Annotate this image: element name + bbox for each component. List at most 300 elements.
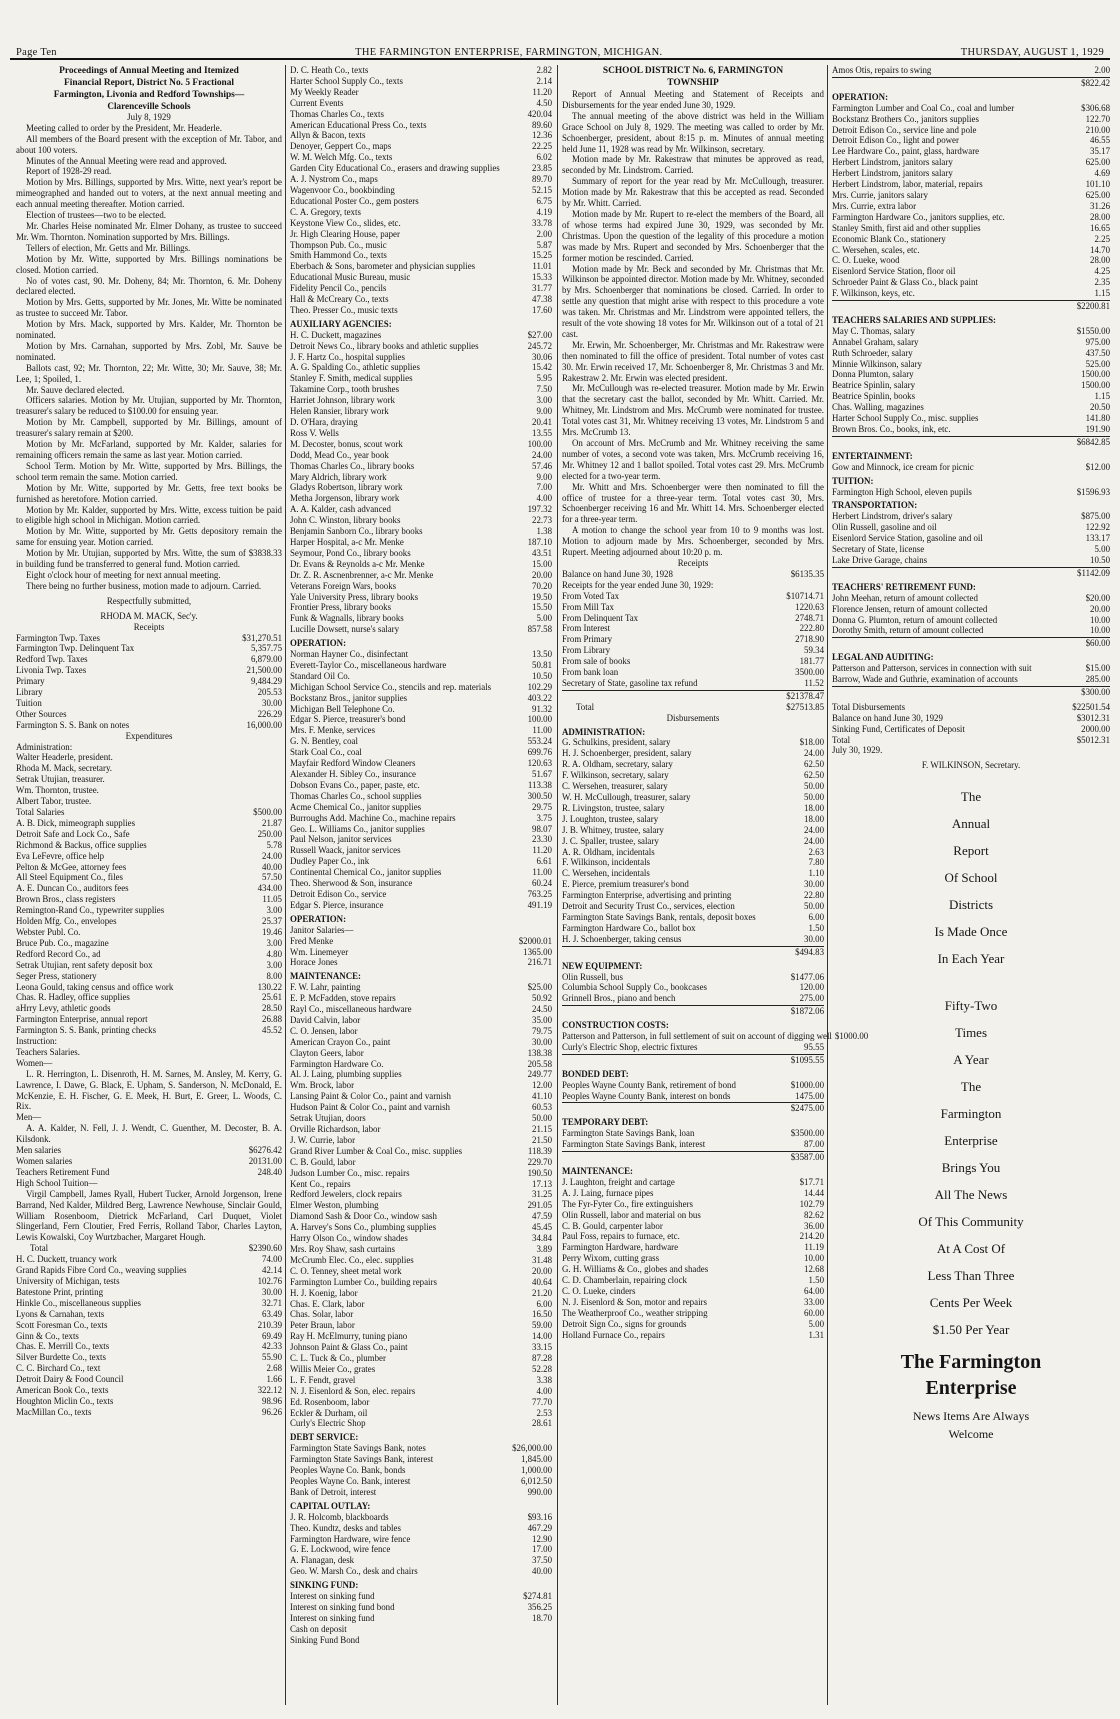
ledger-row: [832, 380, 1110, 391]
ledger-item: Redford Jewelers, clock repairs: [290, 1189, 402, 1200]
ledger-item: Chas. E. Clark, labor: [290, 1298, 365, 1309]
ledger-item: Gow and Minnock, ice cream for picnic: [832, 461, 974, 472]
column-rule: [557, 65, 558, 1705]
ad-line: Districts: [948, 897, 994, 913]
ledger-item: American Educational Press Co., texts: [290, 119, 427, 130]
section-heading: Receipts: [677, 557, 709, 568]
ledger-amount: 52.28: [532, 1363, 552, 1374]
ledger-item: Lyons & Carnahan, texts: [16, 1308, 105, 1319]
ledger-amount: 30.00: [262, 1286, 282, 1297]
ledger-row: [290, 834, 552, 845]
ledger-row: [16, 1352, 282, 1363]
ledger-amount: 100.00: [527, 438, 552, 449]
ledger-row: [290, 1048, 552, 1059]
ledger-item: F. Wilkinson, incidentals: [562, 857, 651, 868]
ledger-row: [562, 993, 824, 1004]
ledger-item: Lake Drive Garage, chains: [832, 554, 928, 565]
ledger-item: Mrs. Roy Shaw, sash curtains: [290, 1243, 395, 1254]
ledger-amount: 403.22: [527, 692, 552, 703]
ledger-item: Seger Press, stationery: [16, 970, 97, 981]
ledger-item: Interest on sinking fund: [290, 1612, 375, 1623]
ledger-item: Brown Bros., class registers: [16, 894, 116, 905]
ledger-item: Herbert Lindstrom, janitors salary: [832, 157, 953, 168]
ledger-item: Amos Otis, repairs to swing: [832, 65, 932, 75]
ledger-item: N. J. Eisenlord & Son, elec. repairs: [290, 1385, 416, 1396]
ledger-amount: 22.80: [804, 890, 824, 901]
ledger-amount: 102.29: [527, 681, 552, 692]
ledger-row: [16, 1265, 282, 1276]
ledger-item: From Primary: [562, 634, 613, 645]
ledger-amount: 12.68: [804, 1264, 824, 1275]
article-subtitle: Clarenceville Schools: [107, 101, 191, 111]
ledger-amount: 2.25: [1094, 233, 1110, 244]
ledger-row: [290, 548, 552, 559]
ledger-amount: 3.00: [536, 395, 552, 406]
ledger-item: Farmington Enterprise, annual report: [16, 1014, 148, 1025]
ledger-amount: 15.42: [532, 362, 552, 373]
ledger-row: [290, 725, 552, 736]
subscription-ad: [832, 783, 1110, 1343]
ledger-item: Harter School Supply Co., misc. supplies: [832, 413, 979, 424]
ledger-row: [290, 504, 552, 515]
ledger-amount: 24.00: [532, 449, 552, 460]
ledger-row: [290, 1135, 552, 1146]
minutes-paragraph: Motion by Mrs. Mack, supported by Mrs. Kalder, Mr. Thornton be nominated.: [16, 319, 282, 341]
section-label: TRANSPORTATION:: [832, 500, 918, 511]
ledger-item: Balance on hand June 30, 1929: [832, 712, 943, 723]
ledger-amount: 4.19: [536, 206, 552, 217]
minutes-paragraph: Motion by Mrs. Carnahan, supported by Mrs. Zobl, Mr. Sauve be nominated.: [16, 340, 282, 362]
ledger-row: [16, 916, 282, 927]
ledger-row: [562, 1297, 824, 1308]
ledger-amount: 133.17: [1085, 533, 1110, 544]
ledger-amount: 222.80: [799, 623, 824, 634]
ledger-amount: 11.19: [804, 1242, 824, 1253]
ledger-row: [562, 972, 824, 983]
section-label: TEACHERS' RETIREMENT FUND:: [832, 581, 976, 592]
ledger-amount: 1.31: [808, 1329, 824, 1340]
ledger-item: Judson Lumber Co., misc. repairs: [290, 1167, 410, 1178]
ledger-amount: 28.61: [532, 1418, 552, 1429]
minutes-text: [16, 123, 282, 592]
ledger-item: C. B. Gould, carpenter labor: [562, 1220, 663, 1231]
ledger-row: [562, 1264, 824, 1275]
ledger-amount: 28.00: [1090, 211, 1110, 222]
ledger-amount: 40.64: [532, 1276, 552, 1287]
subtotal: $822.42: [832, 77, 1110, 89]
ledger-item: Mary Aldrich, library work: [290, 471, 387, 482]
minutes-paragraph: Motion by Mr. Utujian, supported by Mrs. Witte, the sum of $3838.33 in building fund be transferred to general fund. Motion carried.: [16, 548, 282, 570]
ledger-amount: [549, 1624, 552, 1635]
ledger-item: J. C. Spaller, trustee, salary: [562, 835, 659, 846]
ledger-amount: 59.34: [804, 645, 824, 656]
janitor-salaries: [290, 936, 552, 969]
ledger-row: [16, 654, 282, 665]
ledger-row: [290, 649, 552, 660]
ledger-amount: 10.50: [532, 670, 552, 681]
ledger-amount: $306.68: [1081, 102, 1110, 113]
column-district-6-cont: [832, 65, 1110, 1705]
ledger-item: Theo. Kundtz, desks and tables: [290, 1522, 401, 1533]
ledger-row: [290, 856, 552, 867]
ledger-row: [562, 1308, 824, 1319]
ledger-amount: 82.62: [804, 1209, 824, 1220]
minutes-paragraph: Motion by Mrs. Getts, supported by Mr. Jones, Mr. Witte be nominated as trustee to succeed Mr. Tabor.: [16, 297, 282, 319]
ledger-item: Ed. Rosenboom, labor: [290, 1396, 370, 1407]
ledger-amount: 21.87: [262, 817, 282, 828]
ledger-item: Interest on sinking fund: [290, 1591, 375, 1602]
ledger-row: [832, 511, 1110, 522]
ledger-item: Men salaries: [16, 1145, 62, 1156]
ledger-row: [832, 135, 1110, 146]
ad-line: A Year: [953, 1052, 989, 1068]
ledger-row: [562, 770, 824, 781]
ledger-item: Wm. Brock, labor: [290, 1080, 355, 1091]
ledger-amount: 5,357.75: [250, 643, 282, 654]
ledger-item: Peoples Wayne County Bank, interest on bonds: [562, 1090, 731, 1101]
ledger-item: Diamond Sash & Door Co., window sash: [290, 1211, 437, 1222]
ledger-item: C. O. Jensen, labor: [290, 1025, 358, 1036]
ledger-item: University of Michigan, tests: [16, 1275, 120, 1286]
ledger-item: Thomas Charles Co., texts: [290, 108, 384, 119]
ledger-amount: 6,012.50: [520, 1476, 552, 1486]
minutes-paragraph: There being no further business, motion made to adjourn. Carried.: [26, 580, 262, 591]
ledger-row: [290, 714, 552, 725]
ledger-row: [16, 818, 282, 829]
ledger-item: Educational Music Bureau, music: [290, 272, 411, 283]
ledger-item: Grand Rapids Fibre Cord Co., weaving supplies: [16, 1265, 187, 1276]
minutes-paragraph: Summary of report for the year read by Mr. McCullough, treasurer. Motion made by Mr. Rakestraw that this be accepted as read. Seconded by Mr. Whitt. Carried.: [562, 176, 824, 209]
ledger-row: [290, 272, 552, 283]
ledger-amount: 33.15: [532, 1342, 552, 1353]
ledger-row: [562, 934, 824, 945]
ad-motto: News Items Are Always: [912, 1409, 1030, 1424]
ledger-amount: 52.15: [532, 184, 552, 195]
ledger-amount: 20.00: [1090, 603, 1110, 614]
ledger-amount: [821, 580, 824, 591]
ledger-amount: 17.13: [532, 1178, 552, 1189]
ledger-amount: 210.39: [257, 1319, 282, 1330]
ledger-row: [562, 1275, 824, 1286]
ledger-row: [290, 993, 552, 1004]
subtotal: $300.00: [832, 686, 1110, 698]
secretary-signature: RHODA M. MACK, Sec'y.: [100, 610, 198, 621]
ledger-amount: 1500.00: [1081, 380, 1110, 391]
ledger-amount: 13.55: [532, 427, 552, 438]
ledger-item: Eisenlord Service Station, gasoline and oil: [832, 533, 983, 544]
ledger-amount: 16.50: [532, 1309, 552, 1320]
ledger-row: [290, 1211, 552, 1222]
ledger-amount: 60.00: [804, 1307, 824, 1318]
ledger-row: [290, 152, 552, 163]
ledger-item: Helen Ransier, library work: [290, 406, 389, 417]
ledger-amount: 20131.00: [248, 1156, 282, 1166]
ledger-row: [16, 829, 282, 840]
section-label: TEACHERS SALARIES AND SUPPLIES:: [832, 314, 996, 325]
ledger-amount: 2.63: [808, 846, 824, 857]
ledger-row: [290, 682, 552, 693]
ledger-item: Farmington S. S. Bank on notes: [16, 719, 130, 730]
ledger-amount: 50.92: [532, 993, 552, 1004]
ledger-item: Herbert Lindstrom, labor, material, repairs: [832, 179, 983, 190]
section-heading: Receipts: [133, 621, 165, 632]
ledger-item: Lucille Dowsett, nurse's salary: [290, 624, 400, 635]
ledger-item: Orville Richardson, labor: [290, 1124, 381, 1134]
ledger-item: Ginn & Co., texts: [16, 1330, 79, 1341]
ledger-row: [290, 229, 552, 240]
ledger-row: [290, 130, 552, 141]
ledger-amount: 23.85: [532, 163, 552, 174]
ledger-amount: 9.00: [536, 471, 552, 482]
ledger-item: C. O. Lueke, cinders: [562, 1285, 636, 1296]
ledger-amount: $274.81: [523, 1591, 552, 1602]
ledger-amount: 12.90: [532, 1533, 552, 1544]
minutes-paragraph: Mr. Whitt and Mrs. Schoenberger were then nominated to fill the office of trustee for a three-year term. Total votes cast 30, Mrs. Schoenberger receiving 16 and Mr. Whitt 14. Mrs. Schoenberger elected for a three-year term.: [562, 481, 824, 525]
ledger-item: H. J. Schoenberger, president, salary: [562, 748, 692, 759]
subtotal: $60.00: [832, 637, 1110, 649]
ledger-amount: 120.63: [527, 758, 552, 769]
ledger-item: Continental Chemical Co., janitor supplies: [290, 867, 442, 878]
ledger-item: A. Flanagan, desk: [290, 1555, 355, 1566]
ledger-row: [562, 868, 824, 879]
ledger-amount: $500.00: [253, 807, 282, 817]
ledger-amount: 6.75: [536, 195, 552, 206]
ledger-item: Michigan Bell Telephone Co.: [290, 703, 395, 714]
ledger-item: Detroit Edison Co., service: [290, 888, 387, 899]
ledger-row: [290, 526, 552, 537]
ledger-row: [290, 570, 552, 581]
ledger-row: [290, 515, 552, 526]
ledger-item: J. B. Whitney, trustee, salary: [562, 824, 664, 835]
ledger-amount: 625.00: [1085, 189, 1110, 200]
ledger-amount: 625.00: [1085, 157, 1110, 168]
ledger-item: Redford Twp. Taxes: [16, 654, 88, 665]
ledger-item: Barrow, Wade and Guthrie, examination of accounts: [832, 674, 1018, 685]
ledger-amount: 31.48: [532, 1254, 552, 1265]
ledger-row: [16, 982, 282, 993]
ledger-row: [290, 141, 552, 152]
ledger-amount: 41.10: [532, 1091, 552, 1102]
ledger-item: Primary: [16, 676, 45, 687]
ledger-item: J. W. Currie, labor: [290, 1134, 356, 1145]
ledger-amount: 25.37: [262, 916, 282, 927]
ledger-row: [16, 862, 282, 873]
ledger-row: [290, 417, 552, 428]
ledger-row: [290, 1602, 552, 1613]
ledger-amount: 1.15: [1094, 391, 1110, 402]
ledger-row: [832, 615, 1110, 626]
ledger-amount: 87.28: [532, 1353, 552, 1364]
ledger-item: D. O'Hara, draying: [290, 417, 358, 427]
ledger-row: [16, 1331, 282, 1342]
minutes-paragraph: No of votes cast, 90. Mr. Doheny, 84; Mr. Thornton, 6. Mr. Doheny declared elected.: [16, 275, 282, 297]
ledger-row: [290, 1015, 552, 1026]
ledger-row: [16, 665, 282, 676]
ledger-item: Smith Hammond Co., texts: [290, 250, 387, 261]
ledger-amount: 24.00: [804, 835, 824, 846]
minutes-paragraph: Ballots cast, 92; Mr. Thornton, 22; Mr. Witte, 30; Mr. Sauve, 38; Mr. Lee, 1; Spoiled, 1.: [16, 362, 282, 384]
section-heading: Expenditures: [125, 730, 173, 741]
ledger-item: A. G. Spalding Co., athletic supplies: [290, 362, 420, 373]
ledger-row: [832, 402, 1110, 413]
ledger-amount: 57.50: [262, 872, 282, 883]
ledger-row: [16, 883, 282, 894]
ledger-amount: 64.00: [804, 1285, 824, 1296]
ledger-amount: 13.50: [532, 649, 552, 660]
ledger-row: [832, 555, 1110, 566]
ledger-row: [290, 1624, 552, 1635]
ledger-row: [16, 1374, 282, 1385]
ad-line: Cents Per Week: [929, 1295, 1013, 1311]
ledger-item: Chas. Solar, labor: [290, 1309, 354, 1320]
ledger-amount: 45.52: [262, 1025, 282, 1036]
ledger-row: [832, 255, 1110, 266]
ledger-item: C. A. Gregory, texts: [290, 206, 361, 217]
bonded-debt: [562, 1080, 824, 1102]
ledger-item: May C. Thomas, salary: [832, 325, 915, 336]
legal-expenses: [832, 663, 1110, 685]
ledger-item: Paul Nelson, janitor services: [290, 834, 392, 845]
ledger-row: [290, 76, 552, 87]
ledger-amount: 4.69: [1094, 168, 1110, 179]
ledger-amount: 1.38: [536, 526, 552, 537]
ledger-amount: 20.50: [1090, 402, 1110, 413]
ledger-item: Seymour, Pond Co., library books: [290, 547, 411, 558]
section-heading: Disbursements: [666, 712, 720, 723]
admin-expenses: [16, 807, 282, 1036]
ledger-item: Kent Co., repairs: [290, 1178, 351, 1189]
ledger-item: W. M. Welch Mfg. Co., texts: [290, 152, 393, 163]
ledger-row: [290, 1342, 552, 1353]
ledger-amount: 24.50: [532, 1004, 552, 1015]
ledger-row: [562, 1177, 824, 1188]
ledger-item: Garden City Educational Co., erasers and drawing supplies: [290, 163, 500, 174]
ledger-amount: 1.50: [808, 1275, 824, 1286]
ledger-row: [290, 1146, 552, 1157]
ledger-amount: 20.00: [532, 1265, 552, 1276]
misc-expenses: [832, 65, 1110, 76]
ledger-row: [832, 179, 1110, 190]
ledger-amount: $6135.35: [790, 568, 824, 579]
ledger-item: Patterson and Patterson, services in connection with suit: [832, 663, 1032, 674]
ledger-row: [290, 1179, 552, 1190]
ledger-row: [290, 1244, 552, 1255]
ledger-amount: 1.10: [808, 868, 824, 879]
ledger-amount: $31,270.51: [242, 632, 282, 643]
hs-tuition-students: Virgil Campbell, James Ryall, Hubert Tucker, Arnold Jorgenson, Irene Barrand, Ned Kalder, Mildred Berg, Lawrence Newhouse, Sinclair Gould, William Rosenboom, Dietrick McFarland, Carl Duquet, Violet Slingerland, Fern Cloutier, Fred Ferris, Rolland Tabor, Charles Layton, Lewis Kowalski, Coy Wurtzbacher, Margaret Hough.: [16, 1188, 282, 1243]
minutes-paragraph: Election of trustees—two to be elected.: [26, 210, 166, 221]
ledger-row: [290, 736, 552, 747]
minutes-paragraph: Eight o'clock hour of meeting for next annual meeting.: [26, 569, 221, 580]
ledger-row: [290, 87, 552, 98]
section-label: TEMPORARY DEBT:: [562, 1117, 649, 1128]
ledger-row: [562, 814, 824, 825]
ledger-item: Setrak Utujian, rent safety deposit box: [16, 959, 153, 970]
newspaper-page: [10, 5, 1110, 1709]
section-label: LEGAL AND AUDITING:: [832, 652, 934, 663]
ledger-item: Detroit Sign Co., signs for grounds: [562, 1318, 687, 1329]
section-label: DEBT SERVICE:: [290, 1432, 359, 1443]
ledger-amount: 21.15: [532, 1124, 552, 1134]
ledger-item: Florence Jensen, return of amount collected: [832, 603, 988, 614]
ledger-item: Harper Hospital, a-c Mr. Menke: [290, 536, 404, 547]
ledger-row: [290, 769, 552, 780]
ledger-amount: 51.67: [532, 769, 552, 779]
ad-line: Annual: [951, 816, 991, 832]
minutes-paragraph: The annual meeting of the above district was held in the William Grace School on July 8, 1929. The meeting was called to order by Mr. Schoenberger, president, about 8:15 p. m. Minutes of annual meeting held June 11, 1928 was read by Mr. Wilkinson, secretary.: [562, 110, 824, 154]
ledger-item: Peoples Wayne Co. Bank, bonds: [290, 1465, 406, 1476]
ledger-row: [832, 604, 1110, 615]
ledger-item: Total: [832, 734, 851, 745]
ledger-amount: 1365.00: [523, 946, 552, 957]
minutes-paragraph: Mr. Sauve declared elected.: [26, 384, 125, 395]
ledger-item: Yale University Press, library books: [290, 591, 419, 602]
ledger-amount: 18.00: [804, 813, 824, 824]
minutes-paragraph: Motion made by Mr. Beck and seconded by Mr. Christmas that Mr. Wilkinson be appointed director. Motion made by Mr. Whitney, seconded by Mrs. Schoenberger that nominations be closed. Carried. In order to settle any question that might arise with respect to this procedure a vote was taken. Mr. Christmas and Mr. Lindstrom were appointed tellers, the result of the vote showing 18 votes for Mr. Wilkinson out of a total of 21 cast.: [562, 263, 824, 339]
ledger-item: F. W. Lahr, painting: [290, 982, 361, 993]
ledger-amount: $3500.00: [790, 1128, 824, 1139]
ledger-row: [832, 190, 1110, 201]
article-title: Farmington, Livonia and Redford Townships—: [53, 90, 245, 100]
ledger-item: Curly's Electric Shop, electric fixtures: [562, 1041, 698, 1052]
ad-paper-name: The Farmington: [900, 1351, 1042, 1374]
ledger-amount: 120.00: [799, 982, 824, 993]
ledger-amount: 21,500.00: [246, 665, 282, 676]
ledger-amount: 28.50: [262, 1003, 282, 1014]
ledger-row: [290, 1555, 552, 1566]
ledger-row: [290, 1320, 552, 1331]
ledger-amount: 763.25: [527, 888, 552, 899]
ledger-item: A. J. Nystrom Co., maps: [290, 174, 378, 185]
ledger-row: [290, 1124, 552, 1135]
subtotal: $21378.47: [562, 690, 824, 702]
ledger-row: [562, 1199, 824, 1210]
ledger-item: Everett-Taylor Co., miscellaneous hardware: [290, 659, 447, 670]
ledger-amount: 857.58: [527, 624, 552, 635]
ledger-row: [832, 487, 1110, 498]
ledger-row: [290, 120, 552, 131]
ledger-row: [290, 559, 552, 570]
ledger-amount: $3012.31: [1076, 712, 1110, 723]
minutes-paragraph: A motion to change the school year from 10 to 9 months was lost. Motion to adjourn made by Mrs. Schoenberger, seconded by Mrs. Rupert. Meeting adjourned about 10:20 p. m.: [562, 525, 824, 558]
ledger-row: [290, 1266, 552, 1277]
ledger-row: [290, 1364, 552, 1375]
minutes-paragraph: Motion by Mr. Kalder, supported by Mrs. Witte, excess tuition be paid to eligible high school in Michigan. Motion carried.: [16, 504, 282, 526]
ledger-amount: 2.00: [1094, 65, 1110, 75]
ledger-row: [562, 1139, 824, 1150]
report-date: July 30, 1929.: [832, 745, 883, 756]
ledger-amount: 47.59: [532, 1211, 552, 1222]
ledger-item: Metha Jorgenson, library work: [290, 493, 400, 504]
maintenance-expenses: [290, 982, 552, 1429]
ledger-amount: 70.20: [532, 580, 552, 591]
ledger-amount: $1000.00: [790, 1079, 824, 1090]
ledger-amount: 19.46: [262, 926, 282, 937]
section-label: CONSTRUCTION COSTS:: [562, 1020, 669, 1031]
ledger-row: [290, 250, 552, 261]
ledger-amount: 15.00: [532, 558, 552, 569]
ledger-amount: $93.16: [527, 1511, 552, 1522]
ledger-item: Stanley F. Smith, medical supplies: [290, 373, 413, 384]
ledger-row: [16, 840, 282, 851]
ledger-item: Columbia School Supply Co., bookcases: [562, 982, 707, 993]
ledger-row: [562, 857, 824, 868]
ledger-row: [290, 747, 552, 758]
ledger-row: [16, 1156, 282, 1167]
ledger-item: H. C. Duckett, magazines: [290, 329, 382, 340]
ledger-item: Eisenlord Service Station, floor oil: [832, 266, 956, 277]
ledger-row: [290, 1544, 552, 1555]
